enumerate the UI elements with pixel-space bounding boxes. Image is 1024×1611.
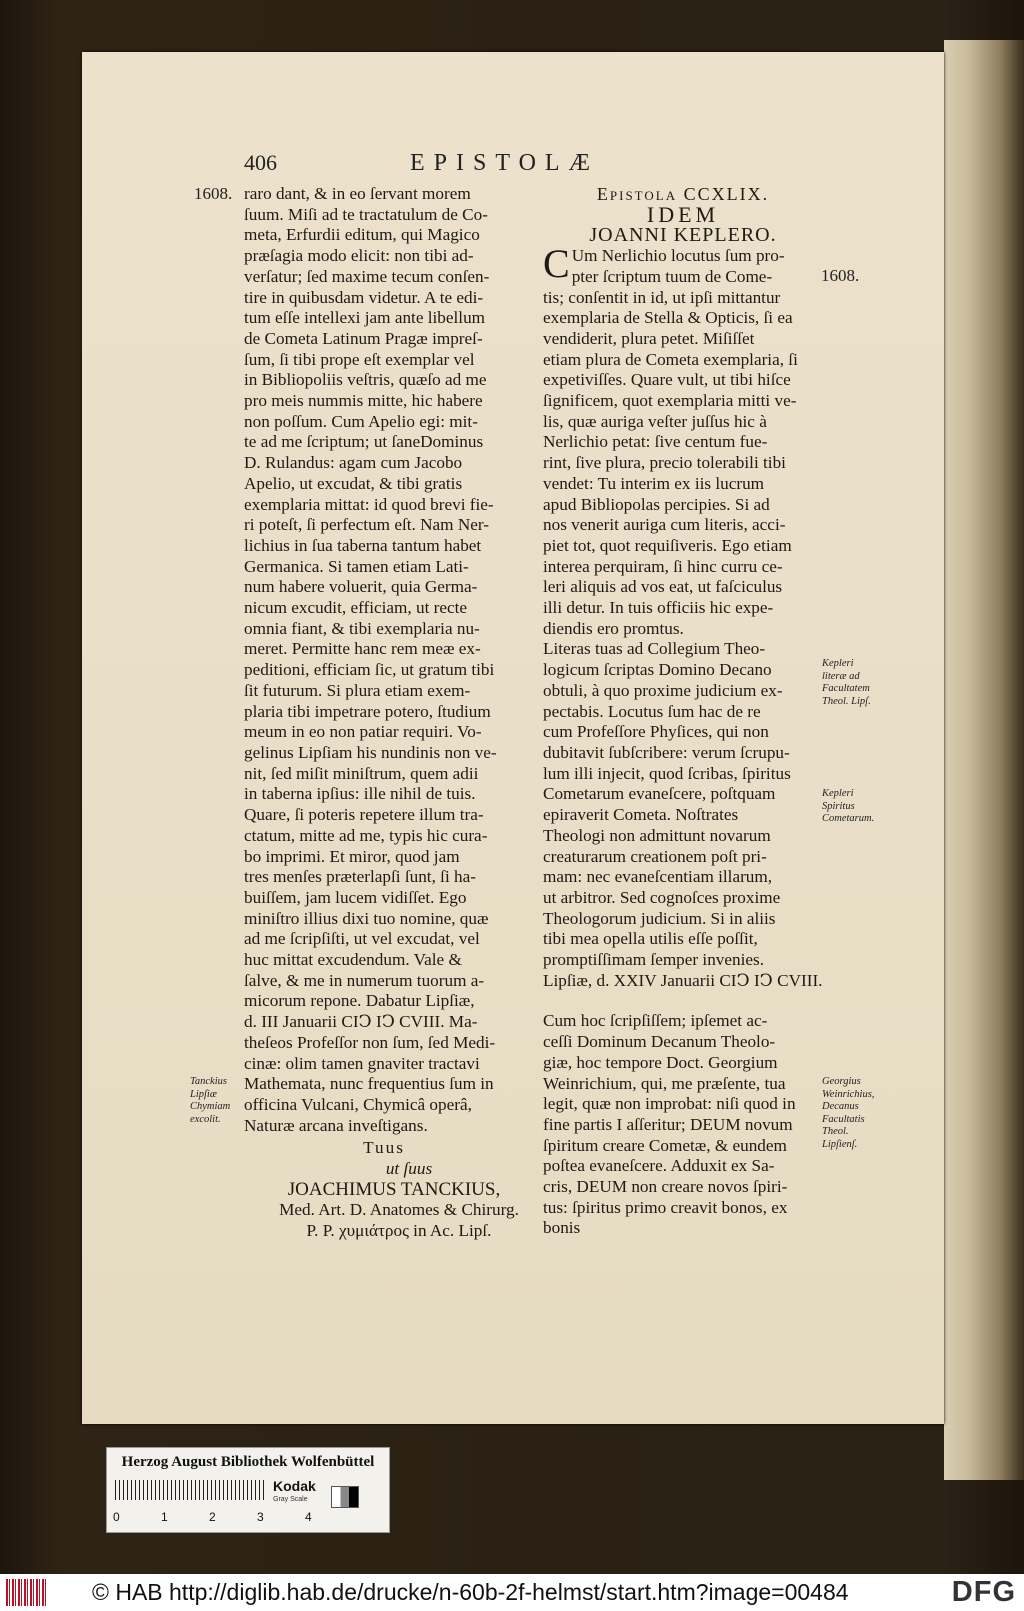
text-line: ut arbitror. Sed cognoſces proxime [543,887,781,907]
right-year-margin: 1608. [821,266,860,285]
addressee-heading: JOANNI KEPLERO. [589,224,777,247]
text-line: ſpiritum creare Cometæ, & eundem [543,1135,787,1155]
hab-barcode-icon [6,1579,46,1606]
ruler-numbers: 0 1 2 3 4 [113,1510,331,1524]
text-line: Theologi non admittunt novarum [543,825,771,845]
paragraph-1 [543,241,823,639]
text-line: logicum ſcriptas Domino Decano [543,660,772,680]
text-line: bo imprimi. Et miror, quod jam [244,846,460,866]
signature: JOACHIMUS TANCKIUS, [287,1178,501,1200]
dfg-logo: DFG [951,1576,1016,1608]
text-line: Weinrichium, qui, me præſente, tua [543,1073,786,1093]
library-catalog-card [106,1447,390,1533]
paragraph-2 [543,639,823,991]
left-year-margin: 1608. [194,184,233,203]
text-line: huc mittat excudendum. Vale & [244,950,462,970]
text-line: meta, Erfurdii editum, qui Magico [244,225,480,245]
signature-title-2: P. P. χυμιάτρος in Ac. Lipſ. [306,1221,492,1241]
text-line: cris, DEUM non creare novos ſpiri- [543,1177,788,1197]
closing-ut-suus: ut ſuus [385,1159,433,1179]
text-line: vendet: Tu interim ex iis lucrum [543,473,765,493]
text-line: tibi mea opella utilis eſſe poſſit, [543,929,758,949]
text-line: plaria tibi impetrare potero, ſtudium [244,701,491,721]
text-line: cinæ: olim tamen gnaviter tractavi [244,1053,480,1073]
text-line: nicum excudit, efficiam, ut recte [244,598,468,618]
text-line: verſatur; ſed maxime tecum conſen- [244,266,490,286]
idem-heading: IDEM [646,201,720,227]
text-line: pter ſcriptum tuum de Come- [571,266,773,286]
text-line: etiam plura de Cometa exemplaria, ſi [543,349,798,369]
text-line: ſuum. Miſi ad te tractatulum de Co- [244,204,488,224]
margin-note-weinrichius: Georgius Weinrichius, Decanus Facultatis Theol. Lipſienſ. [822,1076,875,1150]
text-line: tres menſes præterlapſi ſunt, ſi ha- [244,867,476,887]
text-line: Nerlichio petat: ſive centum fue- [543,432,768,452]
source-url-link[interactable]: © HAB http://diglib.hab.de/drucke/n-60b-2f-helmst/start.htm?image=00484 [92,1579,849,1605]
gray-scale-label: Gray Scale [273,1496,308,1503]
closing-tuus: Tuus [363,1138,405,1158]
text-line: poſtea evaneſcere. Adduxit ex Sa- [543,1156,775,1176]
right-column [543,184,823,1239]
text-line: ſignificem, quot exemplaria mitti ve- [543,391,797,411]
text-line: præſagia modo elicit: non tibi ad- [244,246,474,266]
text-line: Germanica. Si tamen etiam Lati- [244,556,469,576]
library-name: Herzog August Bibliothek Wolfenbüttel [121,1454,375,1470]
text-line: rint, ſive plura, precio tolerabili tibi [543,453,786,473]
text-line: Cum hoc ſcripſiſſem; ipſemet ac- [543,1011,768,1031]
text-line: tum eſſe intellexi jam ante libellum [244,308,486,328]
text-line: lis, quæ auriga veſter juſſus hic à [543,411,767,431]
text-line: nit, ſed miſit miniſtrum, quem adii [244,763,479,783]
margin-note-kepleri-literae: Kepleri literæ ad Facultatem Theol. Lipſ. [822,658,871,707]
text-line: Lipſiæ, d. XXIV Januarii CIↃ IↃ CVIII. [543,970,823,990]
paragraph-3 [543,1011,823,1239]
text-line: epiraverit Cometa. Noſtrates [543,805,739,825]
text-line: theſeos Profeſſor non ſum, ſed Medi- [244,1032,496,1052]
text-line: vendiderit, plura petet. Miſiſſet [543,328,755,348]
text-line: gelinus Lipſiam his nundinis non ve- [244,742,497,762]
text-line: D. Rulandus: agam cum Jacobo [244,453,463,473]
text-line: Cometarum evaneſcere, poſtquam [543,784,776,804]
text-line: buiſſem, jam lucem vidiſſet. Ego [244,887,467,907]
text-line: ad me ſcripſiſti, ut vel excudat, vel [244,929,480,949]
text-line: meum in eo non patiar requiri. Vo- [244,722,482,742]
text-line: in taberna ipſius: ille nihil de tuis. [244,784,476,804]
text-line: raro dant, & in eo ſervant morem [244,184,471,203]
text-line: nos venerit auriga cum literis, acci- [543,515,786,535]
text-line: Theologorum judicium. Si in aliis [543,908,776,928]
text-line: Mathemata, nunc frequentius ſum in [244,1074,494,1094]
text-line: te ad me ſcriptum; ut ſaneDominus [244,432,484,452]
text-line: legit, quæ non improbat: niſi quod in [543,1094,796,1114]
text-line: leri aliquis ad vos eat, ut faſciculus [543,577,783,597]
text-line: num habere voluerit, quia Germa- [244,577,478,597]
text-line: Quare, ſi poteris repetere illum tra- [244,805,484,825]
text-line: micorum repone. Dabatur Lipſiæ, [244,991,475,1011]
margin-note-tanckius: Tanckius Lipſiæ Chymiam excolit. [190,1076,231,1125]
text-line: peditioni, efficiam ſic, ut gratum tibi [244,660,495,680]
gray-scale-swatch [331,1486,359,1508]
text-line: illi detur. In tuis officiis hic expe- [543,598,774,618]
text-line: exemplaria de Stella & Opticis, ſi ea [543,308,793,328]
text-line: dubitavit ſubſcribere: verum ſcrupu- [543,742,790,762]
text-line: bonis [543,1218,581,1238]
text-line: ſalve, & me in numerum tuorum a- [244,970,485,990]
signature-title-1: Med. Art. D. Anatomes & Chirurg. [279,1200,519,1220]
dropcap: C [543,241,570,287]
epistola-heading: Epistola CCXLIX. [596,184,770,204]
text-line: officina Vulcani, Chymicâ operâ, [244,1094,472,1114]
text-line: in Bibliopoliis veſtris, quæſo ad me [244,370,487,390]
text-line: tis; conſentit in id, ut ipſi mittantur [543,287,781,307]
text-line: tus: ſpiritus primo creavit bonos, ex [543,1197,788,1217]
running-title: EPISTOLÆ [410,150,599,176]
text-line: mam: nec evaneſcentiam illarum, [543,867,773,887]
text-line: exemplaria mittat: id quod brevi fie- [244,494,494,514]
text-line: ceſſi Dominum Decanum Theolo- [543,1032,776,1052]
text-line: d. III Januarii CIↃ IↃ CVIII. Ma- [244,1012,478,1032]
text-line: meret. Permitte hanc rem meæ ex- [244,639,481,659]
text-line: tire in quibusdam videtur. A te edi- [244,287,484,307]
text-line: apud Bibliopolas percipies. Si ad [543,494,770,514]
text-line: promptiſſimam ſemper invenies. [543,950,765,970]
text-line: giæ, hoc tempore Doct. Georgium [543,1052,778,1072]
left-column [244,184,524,1242]
text-line: ri poteſt, ſi perfectum eſt. Nam Ner- [244,515,489,535]
text-line: diendis ero promtus. [543,618,684,638]
facing-page-edge [944,40,1024,1480]
text-line: miniſtro illius dixi tuo nomine, quæ [244,908,489,928]
text-line: Um Nerlichio locutus ſum pro- [571,246,785,266]
text-line: pectabis. Locutus ſum hac de re [543,701,761,721]
text-line: lichius in ſua taberna tantum habet [244,535,482,555]
text-line: Apelio, ut excudat, & tibi gratis [244,473,463,493]
text-line: piet tot, quot requiſiveris. Ego etiam [543,535,792,555]
ruler-scale [115,1480,265,1500]
text-line: ſum, ſi tibi prope eſt exemplar vel [244,349,475,369]
text-line: non poſſum. Cum Apelio egi: mit- [244,411,478,431]
margin-note-kepleri-spiritus: Kepleri Spiritus Cometarum. [822,788,875,824]
text-line: fine partis I aſſeritur; DEUM novum [543,1114,793,1134]
text-line: creaturarum creationem poſt pri- [543,846,767,866]
text-line: ſit futurum. Si plura etiam exem- [244,680,471,700]
text-line: omnia fiant, & tibi exemplaria nu- [244,618,480,638]
page-number: 406 [244,150,277,175]
text-line: ctatum, mitte ad me, typis hic cura- [244,825,488,845]
footer-bar [0,1574,1024,1611]
text-line: de Cometa Latinum Pragæ impreſ- [244,328,483,348]
text-line: Naturæ arcana inveſtigans. [244,1115,428,1135]
text-line: expetiviſſes. Quare vult, ut tibi hiſce [543,370,791,390]
text-line: interea perquiram, ſi hinc curru ce- [543,556,783,576]
text-line: obtuli, à quo proxime judicium ex- [543,680,783,700]
kodak-brand: Kodak [273,1478,316,1494]
text-line: Literas tuas ad Collegium Theo- [543,639,766,659]
left-column-text [244,184,524,1136]
text-line: pro meis nummis mitte, hic habere [244,391,483,411]
text-line: lum illi injecit, quod ſcribas, ſpiritus [543,763,791,783]
text-line: cum Profeſſore Phyſices, qui non [543,722,769,742]
